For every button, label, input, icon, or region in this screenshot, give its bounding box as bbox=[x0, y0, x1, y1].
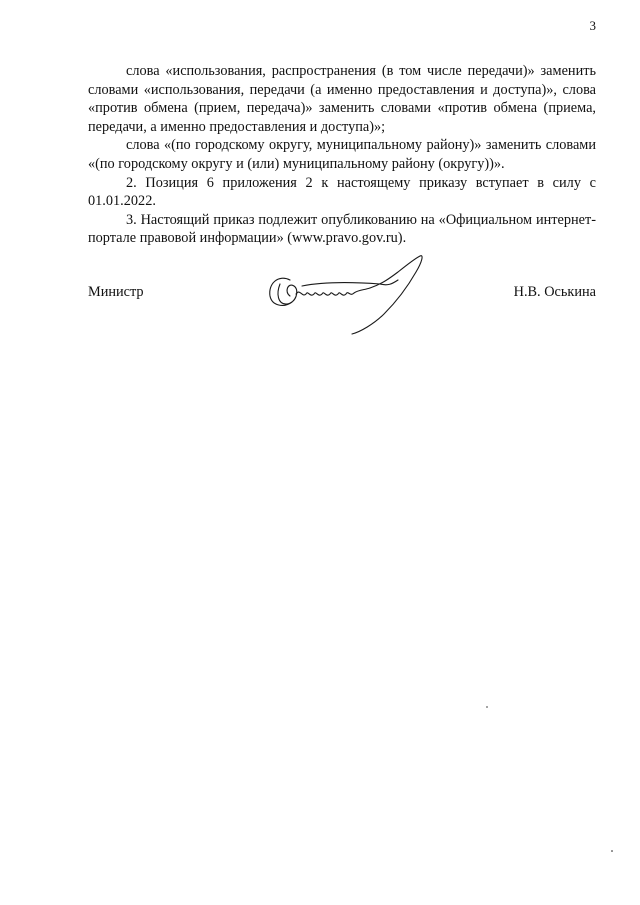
paragraph-replace-words-usage: слова «использования, распространения (в том числе передачи)» заменить словами «использования, передачи (а именно предоставления и доступа)», слова «против обмена (прием, передача)» заменить словами «против обмена (приема, передачи, а именно предоставления и доступа)»; bbox=[88, 63, 596, 135]
document-body bbox=[88, 62, 596, 248]
paragraph-replace-words-district: слова «(по городскому округу, муниципальному району)» заменить словами «(по городскому округу и (или) муниципальному району (округу))». bbox=[88, 137, 596, 172]
signatory-name: Н.В. Оськина bbox=[513, 284, 596, 300]
page-number: 3 bbox=[589, 18, 596, 33]
scan-speck bbox=[611, 850, 613, 852]
paragraph-item-2: 2. Позиция 6 приложения 2 к настоящему приказу вступает в силу с 01.01.2022. bbox=[88, 174, 596, 210]
handwritten-signature bbox=[262, 250, 432, 335]
scan-speck bbox=[486, 706, 488, 708]
signatory-title: Министр bbox=[88, 284, 144, 300]
paragraph-item-3: 3. Настоящий приказ подлежит опубликованию на «Официальном интернет-портале правовой информации» (www.pravo.gov.ru). bbox=[88, 211, 596, 247]
